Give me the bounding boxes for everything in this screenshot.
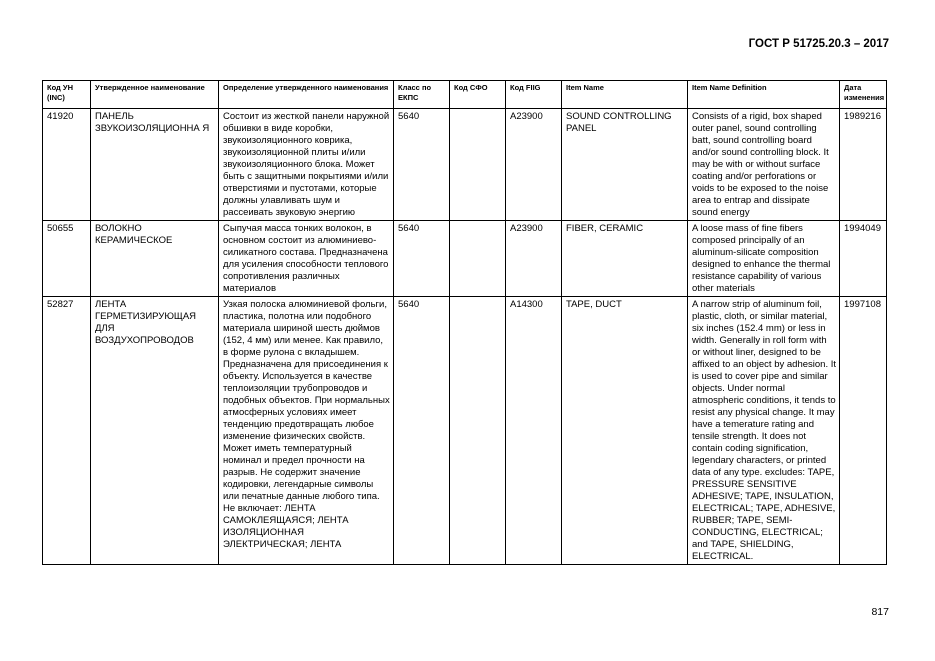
cell-item-name: FIBER, CERAMIC bbox=[562, 221, 688, 297]
cell-approved-name: ВОЛОКНО КЕРАМИЧЕСКОЕ bbox=[91, 221, 219, 297]
cell-class-ekps: 5640 bbox=[394, 297, 450, 565]
standard-designation: ГОСТ Р 51725.20.3 – 2017 bbox=[748, 38, 889, 50]
cell-code-sfo bbox=[450, 297, 506, 565]
header-item-name-definition: Item Name Definition bbox=[688, 81, 840, 109]
cell-approved-definition: Узкая полоска алюминиевой фольги, пластика, полотна или подобного материала шириной шесть дюймов (152, 4 мм) или менее. Как правило, в форме рулона с вкладышем. Предназначена для присоединения к объекту. Используется в качестве теплоизоляции трубопроводов и подобных объектов. При нормальных атмосферных условиях имеет тенденцию предотвращать любое изменение физических свойств. Может иметь температурный номинал и предел прочности на разрыв. Не содержит значение кодировки, легендарные символы или печатные данные любого типа. Не включает: ЛЕНТА САМОКЛЕЯЩАЯСЯ; ЛЕНТА ИЗОЛЯЦИОННАЯ ЭЛЕКТРИЧЕСКАЯ; ЛЕНТА bbox=[219, 297, 394, 565]
header-item-name: Item Name bbox=[562, 81, 688, 109]
cell-change-date: 1997108 bbox=[840, 297, 887, 565]
header-code-un: Код УН (INC) bbox=[43, 81, 91, 109]
cell-class-ekps: 5640 bbox=[394, 221, 450, 297]
cell-class-ekps: 5640 bbox=[394, 109, 450, 221]
cell-item-name: TAPE, DUCT bbox=[562, 297, 688, 565]
page-number: 817 bbox=[871, 606, 889, 618]
cell-approved-definition: Состоит из жесткой панели наружной обшивки в виде коробки, звукоизоляционного коврика, звукоизоляционной плиты и/или звукоизоляционного блока. Может быть с защитными покрытиями и/или отверстиями и пустотами, которые должны улавливать шум и рассеивать звуковую энергию bbox=[219, 109, 394, 221]
cell-approved-name: ПАНЕЛЬ ЗВУКОИЗОЛЯЦИОННА Я bbox=[91, 109, 219, 221]
cell-item-name-definition: Consists of a rigid, box shaped outer panel, sound controlling batt, sound controlling board and/or sound controlling block. It may be with or without surface coating and/or perforations or voids to be exposed to the noise area to entrap and dissipate sound energy bbox=[688, 109, 840, 221]
cell-code-un: 41920 bbox=[43, 109, 91, 221]
header-approved-name: Утвержденное наименование bbox=[91, 81, 219, 109]
table-row bbox=[43, 109, 887, 221]
cell-code-un: 50655 bbox=[43, 221, 91, 297]
item-catalog-table bbox=[42, 80, 887, 565]
cell-approved-definition: Сыпучая масса тонких волокон, в основном состоит из алюминиево-силикатного состава. Предназначена для усиления способности теплового сопротивления различных материалов bbox=[219, 221, 394, 297]
table-row bbox=[43, 297, 887, 565]
header-class-ekps: Класс по ЕКПС bbox=[394, 81, 450, 109]
cell-code-fiig: A23900 bbox=[506, 109, 562, 221]
cell-change-date: 1989216 bbox=[840, 109, 887, 221]
cell-code-sfo bbox=[450, 109, 506, 221]
header-change-date: Дата изменения bbox=[840, 81, 887, 109]
header-code-sfo: Код СФО bbox=[450, 81, 506, 109]
cell-code-sfo bbox=[450, 221, 506, 297]
cell-approved-name: ЛЕНТА ГЕРМЕТИЗИРУЮЩАЯ ДЛЯ ВОЗДУХОПРОВОДОВ bbox=[91, 297, 219, 565]
cell-item-name-definition: A narrow strip of aluminum foil, plastic, cloth, or similar material, six inches (152.4 mm) or less in width. Generally in roll form with or without liner, designed to be affixed to an object by adhesion. It is used to cover pipe and similar objects. Under normal atmospheric conditions, it tends to resist any physical change. It may have a temerature rating and tensile strength. It does not contain coding signification, legendary characters, or printed data of any type. excludes: TAPE, PRESSURE SENSITIVE ADHESIVE; TAPE, INSULATION, ELECTRICAL; TAPE, ADHESIVE, RUBBER; TAPE, SEMI-CONDUCTING, ELECTRICAL; and TAPE, SHIELDING, ELECTRICAL. bbox=[688, 297, 840, 565]
cell-code-fiig: A14300 bbox=[506, 297, 562, 565]
cell-code-fiig: A23900 bbox=[506, 221, 562, 297]
cell-item-name-definition: A loose mass of fine fibers composed principally of an aluminum-silicate composition designed to enhance the thermal resistance capability of various other materials bbox=[688, 221, 840, 297]
header-approved-definition: Определение утвержденного наименования bbox=[219, 81, 394, 109]
table-row bbox=[43, 221, 887, 297]
cell-item-name: SOUND CONTROLLING PANEL bbox=[562, 109, 688, 221]
cell-code-un: 52827 bbox=[43, 297, 91, 565]
header-code-fiig: Код FIIG bbox=[506, 81, 562, 109]
cell-change-date: 1994049 bbox=[840, 221, 887, 297]
header-row bbox=[43, 81, 887, 109]
